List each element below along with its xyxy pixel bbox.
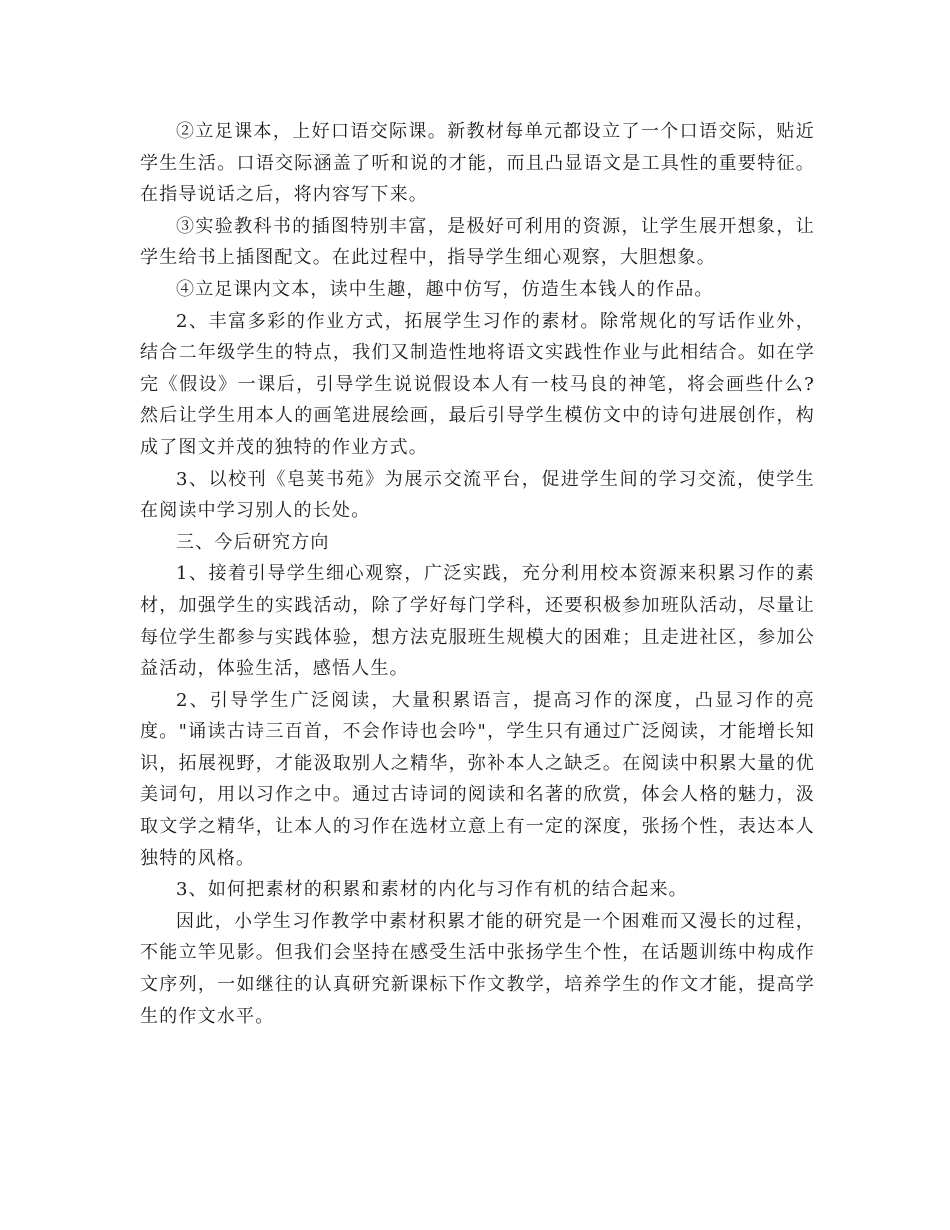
paragraph-practice-activities: 1、接着引导学生细心观察，广泛实践，充分利用校本资源来积累习作的素材，加强学生的实践活动，除了学好每门学科，还要积极参加班队活动，尽量让每位学生都参与实践体验，想方法克服班生规模大的困难；且走进社区，参加公益活动，体验生活，感悟人生。 — [140, 563, 815, 680]
paragraph-material-integration: 3、如何把素材的积累和素材的内化与习作有机的结合起来。 — [176, 879, 688, 901]
paragraph-homework-methods: 2、丰富多彩的作业方式，拓展学生习作的素材。除常规化的写话作业外，结合二年级学生的特点，我们又制造性地将语文实践性作业与此相结合。如在学完《假设》一课后，引导学生说说假设本人有一枝马良的神笔，将会画些什么?然后让学生用本人的画笔进展绘画，最后引导学生模仿文中的诗句进展创作，构成了图文并茂的独特的作业方式。 — [140, 310, 815, 458]
document-body — [140, 116, 815, 1032]
section-heading-future-direction: 三、今后研究方向 — [176, 531, 330, 553]
paragraph-extensive-reading: 2、引导学生广泛阅读，大量积累语言，提高习作的深度，凸显习作的亮度。"诵读古诗三百首，不会作诗也会吟"，学生只有通过广泛阅读，才能增长知识，拓展视野，才能汲取别人之精华，弥补本人之缺乏。在阅读中积累大量的优美词句，用以习作之中。通过古诗词的阅读和名著的欣赏，体会人格的魅力，汲取文学之精华，让本人的习作在选材立意上有一定的深度，张扬个性，表达本人独特的风格。 — [140, 689, 815, 869]
paragraph-conclusion: 因此，小学生习作教学中素材积累才能的研究是一个困难而又漫长的过程，不能立竿见影。但我们会坚持在感受生活中张扬学生个性，在话题训练中构成作文序列，一如继往的认真研究新课标下作文教学，培养学生的作文才能，提高学生的作文水平。 — [140, 910, 815, 1027]
paragraph-imitation-writing: ④立足课内文本，读中生趣，趣中仿写，仿造生本钱人的作品。 — [176, 278, 714, 300]
paragraph-school-journal: 3、以校刊《皂荚书苑》为展示交流平台，促进学生间的学习交流，使学生在阅读中学习别人的长处。 — [140, 468, 815, 522]
paragraph-illustrations: ③实验教科书的插图特别丰富，是极好可利用的资源，让学生展开想象，让学生给书上插图配文。在此过程中，指导学生细心观察，大胆想象。 — [140, 215, 815, 269]
paragraph-oral-communication: ②立足课本，上好口语交际课。新教材每单元都设立了一个口语交际，贴近学生生活。口语交际涵盖了听和说的才能，而且凸显语文是工具性的重要特征。在指导说话之后，将内容写下来。 — [140, 121, 815, 206]
